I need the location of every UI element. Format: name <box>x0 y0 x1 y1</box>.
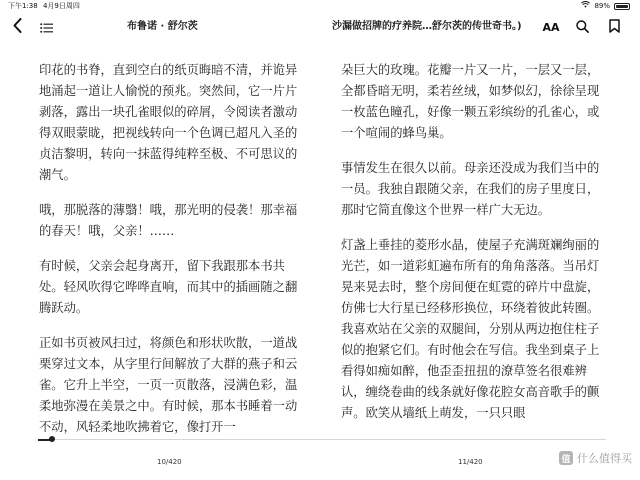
status-time: 下午1:38 <box>8 2 38 10</box>
paragraph: 哦，那脱落的薄翳！哦，那光明的侵袭！那幸福的春天！哦，父亲！…… <box>39 203 298 238</box>
left-page <box>39 60 301 452</box>
watermark-badge: 值 <box>559 451 573 465</box>
bookmark-button[interactable] <box>604 12 624 42</box>
progress-handle[interactable] <box>49 436 55 442</box>
progress-track[interactable] <box>38 439 606 440</box>
book-title: 布鲁诺 · 舒尔茨 <box>127 21 198 32</box>
status-date: 4月9日周四 <box>42 2 80 10</box>
back-button[interactable] <box>6 12 28 42</box>
font-size-button[interactable] <box>540 12 562 42</box>
status-bar <box>0 0 640 12</box>
font-size-icon: AA <box>542 20 560 34</box>
toc-button[interactable] <box>36 12 56 42</box>
watermark <box>559 450 632 466</box>
paragraph: 正如书页被风扫过，将颜色和形状吹散，一道战栗穿过文本，从字里行间解放了大群的燕子和云雀。它升上半空，一页一页散落，浸满色彩，温柔地弥漫在美景之中。有时候，那本书睡着一动不动，风轻柔地吹拂着它，像打开一 <box>39 336 298 434</box>
search-button[interactable] <box>572 12 592 42</box>
status-indicators <box>581 0 630 12</box>
list-icon <box>40 18 53 37</box>
right-page-number: 11/420 <box>458 458 483 466</box>
search-icon <box>576 18 589 37</box>
paragraph: 印花的书脊，直到空白的纸页晦暗不清，并诡异地涌起一道让人愉悦的预兆。突然间，它一片片剥落，露出一块孔雀眼似的碎屑，令阅读者激动得双眼蒙眬，把视线转向一个色调已超凡入圣的贞洁黎明，转向一抹蓝得纯粹至极、不可思议的潮气。 <box>39 63 298 182</box>
status-time-date <box>8 0 80 12</box>
left-page-number: 10/420 <box>157 458 182 466</box>
paragraph: 朵巨大的玫瑰。花瓣一片又一片，一层又一层，全都昏暗无明，柔若丝绒，如梦似幻，徐徐呈现一枚蓝色瞳孔，好像一颗五彩缤纷的孔雀心，或一个喧闹的蜂鸟巢。 <box>341 63 600 140</box>
paragraph: 灯盏上垂挂的菱形水晶，使屋子充满斑斓绚丽的光芒，如一道彩虹遍布所有的角角落落。当吊灯晃来晃去时，整个房间便在虹霓的碎片中盘旋，仿佛七大行星已经移形换位，环绕着彼此转圈。我喜欢站在父亲的双腿间，分别从两边抱住柱子似的抱紧它们。有时他会在写信。我坐到桌子上看得如痴如醉，他歪歪扭扭的潦草签名很难辨认，缠绕卷曲的线条就好像花腔女高音歌手的颤声。欧笑从墙纸上萌发，一只只眼 <box>341 238 600 420</box>
watermark-text: 什么值得买 <box>577 452 632 465</box>
chapter-title: 沙漏做招牌的疗养院…舒尔茨的传世奇书。) <box>332 21 522 32</box>
chevron-left-icon <box>13 18 22 37</box>
paragraph: 事情发生在很久以前。母亲还没成为我们当中的一员。我独自跟随父亲，在我们的房子里度日，那时它简直像这个世界一样广大无边。 <box>341 161 600 217</box>
battery-percent: 89% <box>594 2 610 10</box>
reader-toolbar <box>0 12 640 42</box>
wifi-icon <box>581 0 590 12</box>
paragraph: 有时候，父亲会起身离开，留下我跟那本书共处。轻风吹得它哗哗直响，而其中的插画随之翻腾跃动。 <box>39 259 298 315</box>
battery-icon <box>614 3 630 10</box>
right-page <box>341 60 603 438</box>
bookmark-icon <box>609 18 620 37</box>
